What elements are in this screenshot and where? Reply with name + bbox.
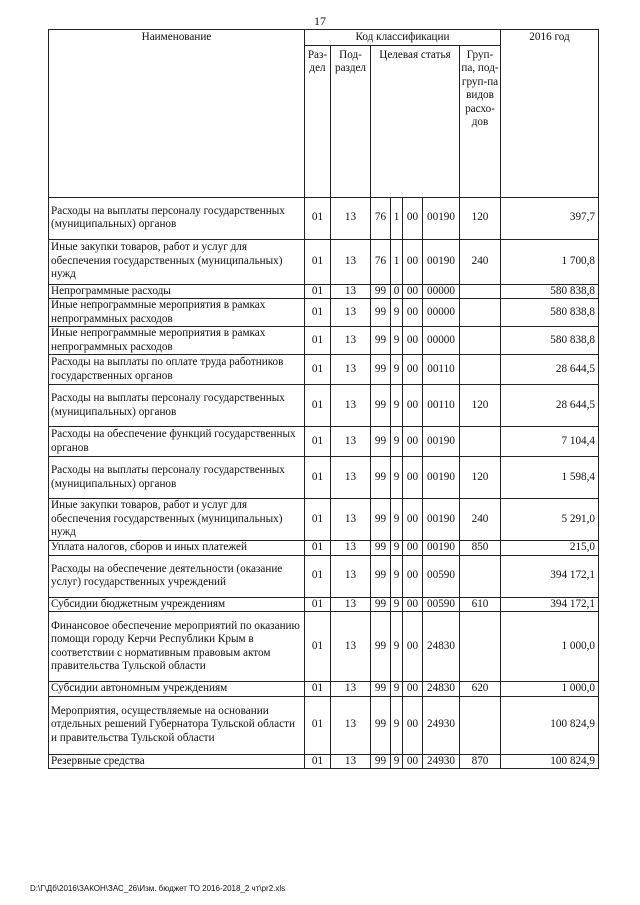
row-podrazdel: 13: [331, 696, 371, 754]
row-target-main: 00: [403, 299, 423, 327]
row-name: Резервные средства: [49, 754, 305, 769]
row-target-direction: 00000: [423, 299, 460, 327]
row-name: Иные закупки товаров, работ и услуг для обеспечения государственных (муниципальных) нужд: [49, 239, 305, 284]
row-target-direction: 00190: [423, 499, 460, 541]
row-podrazdel: 13: [331, 754, 371, 769]
row-name: Расходы на обеспечение деятельности (оказание услуг) государственных учреждений: [49, 555, 305, 597]
row-name: Расходы на обеспечение функций государственных органов: [49, 427, 305, 457]
row-target-main: 00: [403, 597, 423, 612]
table-row: [49, 355, 599, 385]
header-year: 2016 год: [501, 30, 599, 198]
table-row: [49, 239, 599, 284]
header-target-article: Целевая статья: [371, 45, 460, 197]
row-razdel: 01: [305, 239, 331, 284]
row-amount: 100 824,9: [501, 696, 599, 754]
row-target-direction: 24930: [423, 696, 460, 754]
table-row: [49, 299, 599, 327]
row-razdel: 01: [305, 682, 331, 697]
table-row: [49, 427, 599, 457]
row-amount: 580 838,8: [501, 284, 599, 299]
row-razdel: 01: [305, 385, 331, 427]
row-target-main: 00: [403, 682, 423, 697]
row-target-main: 00: [403, 457, 423, 499]
row-target-subprogram: 9: [391, 299, 403, 327]
table-row: [49, 597, 599, 612]
table-row: [49, 612, 599, 682]
row-target-subprogram: 9: [391, 457, 403, 499]
row-group: 120: [460, 385, 501, 427]
row-target-program: 99: [371, 597, 391, 612]
row-target-direction: 00110: [423, 355, 460, 385]
row-group: 850: [460, 541, 501, 556]
row-target-main: 00: [403, 427, 423, 457]
row-target-direction: 24830: [423, 682, 460, 697]
row-target-subprogram: 9: [391, 696, 403, 754]
row-target-main: 00: [403, 239, 423, 284]
row-target-main: 00: [403, 754, 423, 769]
table-row: [49, 754, 599, 769]
table-row: [49, 197, 599, 239]
row-group: 610: [460, 597, 501, 612]
row-razdel: 01: [305, 457, 331, 499]
row-amount: 215,0: [501, 541, 599, 556]
row-target-direction: 00190: [423, 457, 460, 499]
row-target-main: 00: [403, 612, 423, 682]
row-name: Расходы на выплаты по оплате труда работников государственных органов: [49, 355, 305, 385]
row-podrazdel: 13: [331, 197, 371, 239]
row-podrazdel: 13: [331, 597, 371, 612]
row-group: [460, 427, 501, 457]
row-amount: 580 838,8: [501, 299, 599, 327]
row-amount: 397,7: [501, 197, 599, 239]
row-razdel: 01: [305, 555, 331, 597]
table-row: [49, 696, 599, 754]
table-row: [49, 541, 599, 556]
row-group: 620: [460, 682, 501, 697]
header-podrazdel: Под-раздел: [331, 45, 371, 197]
row-podrazdel: 13: [331, 612, 371, 682]
row-target-direction: 00190: [423, 427, 460, 457]
page-number: 17: [314, 14, 326, 28]
budget-table: [48, 29, 599, 769]
row-target-subprogram: 9: [391, 555, 403, 597]
row-target-program: 99: [371, 612, 391, 682]
row-target-main: 00: [403, 499, 423, 541]
row-target-subprogram: 1: [391, 197, 403, 239]
row-razdel: 01: [305, 499, 331, 541]
row-target-main: 00: [403, 696, 423, 754]
row-amount: 1 000,0: [501, 612, 599, 682]
row-target-subprogram: 1: [391, 239, 403, 284]
row-podrazdel: 13: [331, 299, 371, 327]
row-podrazdel: 13: [331, 541, 371, 556]
header-name: Наименование: [49, 30, 305, 198]
row-razdel: 01: [305, 696, 331, 754]
row-target-program: 99: [371, 555, 391, 597]
row-amount: 1 700,8: [501, 239, 599, 284]
row-razdel: 01: [305, 427, 331, 457]
row-podrazdel: 13: [331, 355, 371, 385]
row-group: [460, 355, 501, 385]
row-target-program: 99: [371, 299, 391, 327]
row-name: Иные непрограммные мероприятия в рамках непрограммных расходов: [49, 327, 305, 355]
row-name: Уплата налогов, сборов и иных платежей: [49, 541, 305, 556]
row-target-main: 00: [403, 197, 423, 239]
row-target-program: 99: [371, 385, 391, 427]
row-target-subprogram: 9: [391, 385, 403, 427]
row-name: Расходы на выплаты персоналу государственных (муниципальных) органов: [49, 457, 305, 499]
row-target-subprogram: 9: [391, 612, 403, 682]
table-row: [49, 555, 599, 597]
row-target-subprogram: 9: [391, 754, 403, 769]
row-podrazdel: 13: [331, 457, 371, 499]
row-target-direction: 24930: [423, 754, 460, 769]
row-target-main: 00: [403, 284, 423, 299]
row-podrazdel: 13: [331, 427, 371, 457]
row-amount: 394 172,1: [501, 597, 599, 612]
row-target-subprogram: 9: [391, 499, 403, 541]
row-name: Иные непрограммные мероприятия в рамках непрограммных расходов: [49, 299, 305, 327]
row-amount: 28 644,5: [501, 355, 599, 385]
row-target-subprogram: 0: [391, 284, 403, 299]
row-group: 120: [460, 197, 501, 239]
row-name: Непрограммные расходы: [49, 284, 305, 299]
row-podrazdel: 13: [331, 239, 371, 284]
row-amount: 5 291,0: [501, 499, 599, 541]
row-target-direction: 00000: [423, 284, 460, 299]
row-target-main: 00: [403, 355, 423, 385]
table-row: [49, 457, 599, 499]
row-podrazdel: 13: [331, 499, 371, 541]
row-amount: 394 172,1: [501, 555, 599, 597]
row-amount: 7 104,4: [501, 427, 599, 457]
row-group: [460, 696, 501, 754]
row-name: Расходы на выплаты персоналу государственных (муниципальных) органов: [49, 197, 305, 239]
row-target-program: 99: [371, 427, 391, 457]
row-name: Мероприятия, осуществляемые на основании отдельных решений Губернатора Тульской области и правительства Тульской области: [49, 696, 305, 754]
row-razdel: 01: [305, 612, 331, 682]
row-group: [460, 284, 501, 299]
row-group: [460, 327, 501, 355]
table-row: [49, 499, 599, 541]
table-body: [49, 197, 599, 769]
row-target-program: 99: [371, 457, 391, 499]
row-target-program: 99: [371, 327, 391, 355]
row-amount: 580 838,8: [501, 327, 599, 355]
row-target-program: 76: [371, 239, 391, 284]
row-target-subprogram: 9: [391, 682, 403, 697]
row-target-program: 99: [371, 682, 391, 697]
row-razdel: 01: [305, 299, 331, 327]
row-name: Субсидии бюджетным учреждениям: [49, 597, 305, 612]
row-amount: 100 824,9: [501, 754, 599, 769]
row-target-program: 99: [371, 696, 391, 754]
row-razdel: 01: [305, 597, 331, 612]
row-razdel: 01: [305, 284, 331, 299]
row-name: Иные закупки товаров, работ и услуг для обеспечения государственных (муниципальных) нужд: [49, 499, 305, 541]
row-target-direction: 00590: [423, 597, 460, 612]
row-razdel: 01: [305, 355, 331, 385]
row-target-direction: 00190: [423, 239, 460, 284]
table-row: [49, 284, 599, 299]
row-target-main: 00: [403, 327, 423, 355]
table-row: [49, 385, 599, 427]
row-target-main: 00: [403, 541, 423, 556]
row-amount: 1 598,4: [501, 457, 599, 499]
row-podrazdel: 13: [331, 327, 371, 355]
row-podrazdel: 13: [331, 284, 371, 299]
footer-file-path: D:\Г\Дб\2016\ЗАКОН\ЗАС_26\Изм. бюджет ТО 2016-2018_2 чт\pr2.xls: [30, 884, 286, 893]
row-razdel: 01: [305, 327, 331, 355]
row-group: [460, 299, 501, 327]
row-razdel: 01: [305, 197, 331, 239]
row-target-direction: 00190: [423, 541, 460, 556]
row-target-subprogram: 9: [391, 427, 403, 457]
row-podrazdel: 13: [331, 682, 371, 697]
header-razdel: Раз-дел: [305, 45, 331, 197]
row-target-subprogram: 9: [391, 597, 403, 612]
row-target-program: 76: [371, 197, 391, 239]
row-target-direction: 00110: [423, 385, 460, 427]
row-amount: 1 000,0: [501, 682, 599, 697]
row-target-direction: 00000: [423, 327, 460, 355]
row-podrazdel: 13: [331, 555, 371, 597]
table-row: [49, 682, 599, 697]
row-target-program: 99: [371, 754, 391, 769]
row-target-program: 99: [371, 541, 391, 556]
row-razdel: 01: [305, 541, 331, 556]
row-target-main: 00: [403, 385, 423, 427]
row-name: Субсидии автономным учреждениям: [49, 682, 305, 697]
row-target-direction: 24830: [423, 612, 460, 682]
row-target-program: 99: [371, 355, 391, 385]
table-row: [49, 327, 599, 355]
row-group: [460, 612, 501, 682]
row-razdel: 01: [305, 754, 331, 769]
row-name: Расходы на выплаты персоналу государственных (муниципальных) органов: [49, 385, 305, 427]
row-group: 240: [460, 239, 501, 284]
row-target-subprogram: 9: [391, 327, 403, 355]
row-group: [460, 555, 501, 597]
row-group: 240: [460, 499, 501, 541]
header-classification: Код классификации: [305, 30, 501, 46]
header-group: Груп-па, под-груп-па видов расхо-дов: [460, 45, 501, 197]
row-target-program: 99: [371, 284, 391, 299]
row-group: 870: [460, 754, 501, 769]
row-target-main: 00: [403, 555, 423, 597]
row-target-direction: 00190: [423, 197, 460, 239]
row-amount: 28 644,5: [501, 385, 599, 427]
row-target-program: 99: [371, 499, 391, 541]
row-target-subprogram: 9: [391, 541, 403, 556]
row-name: Финансовое обеспечение мероприятий по оказанию помощи городу Керчи Республики Крым в соответствии с нормативным правовым актом правительства Тульской области: [49, 612, 305, 682]
row-target-direction: 00590: [423, 555, 460, 597]
row-target-subprogram: 9: [391, 355, 403, 385]
row-podrazdel: 13: [331, 385, 371, 427]
row-group: 120: [460, 457, 501, 499]
